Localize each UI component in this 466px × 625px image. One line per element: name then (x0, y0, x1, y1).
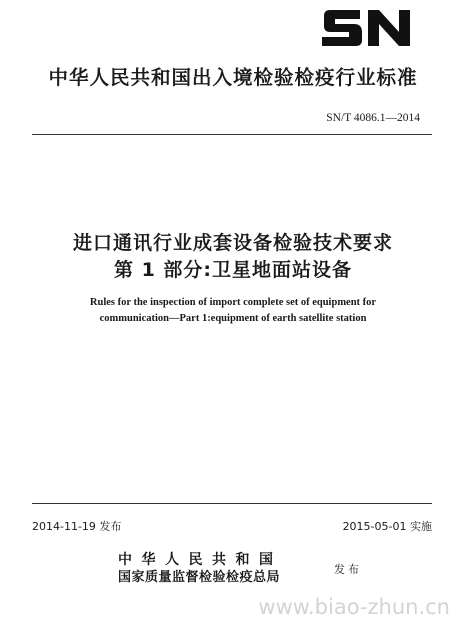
issuing-agency-header: 中华人民共和国出入境检验检疫行业标准 (48, 66, 418, 89)
english-title-line2: communication—Part 1:equipment of earth satellite station (99, 313, 367, 324)
chinese-title-line2: 第 1 部分:卫星地面站设备 (113, 259, 353, 281)
issue-date: 2014-11-19 发布 (32, 520, 122, 533)
issuer-country: 中华人民共和国 (118, 552, 283, 568)
standard-number: SN/T 4086.1—2014 (326, 112, 420, 124)
implementation-date: 2015-05-01 实施 (342, 520, 432, 533)
top-divider (32, 134, 432, 135)
sn-logo (318, 8, 414, 48)
sn-logo-n-shape (368, 10, 410, 46)
english-title-line1: Rules for the inspection of import complete set of equipment for (89, 297, 377, 308)
issuer-agency: 国家质量监督检验检疫总局 (118, 570, 281, 585)
issue-action-label: 发布 (334, 563, 362, 576)
chinese-title-line1: 进口通讯行业成套设备检验技术要求 (72, 232, 393, 254)
website-watermark: www.biao-zhun.cn (258, 595, 450, 619)
bottom-divider (32, 503, 432, 504)
sn-logo-s-shape (322, 10, 362, 46)
issuing-authority (118, 551, 328, 587)
